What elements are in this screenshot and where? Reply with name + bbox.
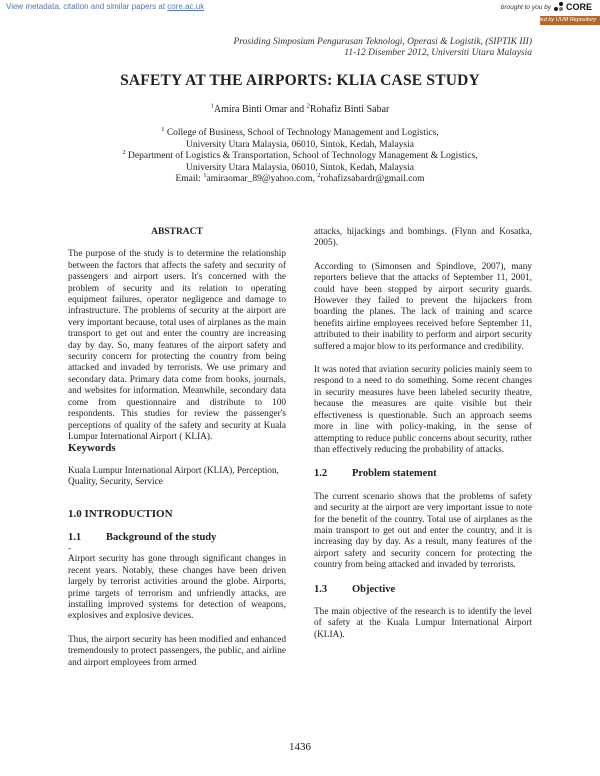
core-logo-icon [554,2,564,12]
brought-by-core[interactable]: brought to you by CORE [500,2,592,12]
paper-title: SAFETY AT THE AIRPORTS: KLIA CASE STUDY [120,72,480,89]
abstract-text: The purpose of the study is to determine the relationship between the factors that affects the safety and security of passengers and airport users. It's concerned with the problem of security and its relation to operating equipment failures, operator negligence and damage to infrastructure. The problems of security at the airport are very important because, total uses of airplanes as the main transport to get out and enter the country are increasing day by day. So, many features of the airport safety and security concern for protecting the country from being attacked and invaded by terrorists. We use primary and secondary data. Primary data come from books, journals, and websites for information. Meanwhile, secondary data come from questionnaire and distribute to 100 respondents. This studies for review the passenger's perceptions of quality of the safety and security at Kuala Lumpur International Airport ( KLIA). [68,249,286,442]
keywords-heading: Keywords [68,442,116,455]
background-paragraph-2: Thus, the airport security has been modified and enhanced tremendously to protect passengers, the public, and airline and airport employees from armed [68,634,286,668]
right-column [314,227,532,653]
problem-statement-text: The current scenario shows that the problems of safety and security at the airport are very important issue to note for the benefit of the country. Total use of airplanes as the main transport to get out and enter the country, and it is increasing day by day. As a result, many features of the airport safety and security concern for protecting the country from being attacked and invaded by terrorists. [314,491,532,571]
email-line: Email: $^1$amiraomar_89@yahoo.com, $^2$rohafizsabardr@gmail.com [175,171,425,184]
right-paragraph-2: It was noted that aviation security policies mainly seem to respond to a need to do something. Some recent changes in security measures have been labeled security theatre, because the measures are quite visible but their effectiveness is questionable. Such an approach seems more in line with policy-making, in the sense of attempting to reduce public concerns about security, rather than effectively reducing the probability of attacks. [314,365,532,455]
section-1-2-heading: 1.2 Problem statement [314,468,437,480]
core-logo: CORE [554,2,592,12]
right-paragraph-0: attacks, hijackings and bombings. (Flynn and Kosatka, 2005). [314,227,532,249]
proceedings-line-1: Prosiding Simposium Pengurusan Teknologi, Operasi & Logistik, (SIPTIK III) [233,37,532,47]
affiliations: $^1$ College of Business, School of Technology Management and Logistics, University Utara Malaysia, 06010, Sintok, Kedah, Malaysia $^2$ Department of Logistics & Transportation, School of Technology Management & Logistics, University Utara Malaysia, 06010, Sintok, Kedah, Malaysia Email: $^1$amiraomar_89@yahoo.com, $^2$rohafizsabardr@gmail.com [0,128,600,186]
background-paragraph-1: Airport security has gone through significant changes in recent years. Notably, these changes have been driven largely by terrorist activities around the globe. Airports, prime targets of terrorism and unfriendly attacks, are installing improved systems for detection of weapons, explosives and explosive devices. [68,554,286,622]
core-banner [0,0,600,14]
abstract-heading: ABSTRACT [151,227,203,237]
provided-by-bar[interactable]: provided by UUM Repository [540,16,600,25]
introduction-heading: 1.0 INTRODUCTION [68,507,173,520]
keywords-text: Kuala Lumpur International Airport (KLIA), Perception, Quality, Security, Service [68,465,279,488]
dash-mark: - [68,544,72,555]
objective-text: The main objective of the research is to identify the level of safety at the Kuala Lumpur International Airport (KLIA). [314,606,532,640]
core-link[interactable]: core.ac.uk [167,2,205,11]
view-metadata-text: View metadata, citation and similar papers at core.ac.uk [6,2,205,11]
right-paragraph-1: According to (Simonsen and Spindlove, 2007), many reporters believe that the attacks of September 11, 2001, could have been stopped by airport security guards. However they failed to prevent the hijackers from boarding the planes. The lack of training and scarce benefits airline employees received before September 11, attributed to their inability to perform and airport security suffered a major blow to its performance and credibility. [314,261,532,352]
authors: $^1$Amira Binti Omar and $^2$Rohafiz Binti Sabar [210,102,390,115]
page-number: 1436 [289,741,311,753]
proceedings-line-2: 11-12 Disember 2012, Universiti Utara Malaysia [344,48,532,58]
section-1-3-heading: 1.3 Objective [314,583,396,595]
section-1-1-heading: 1.1 Background of the study [68,531,217,543]
left-column [68,227,286,681]
